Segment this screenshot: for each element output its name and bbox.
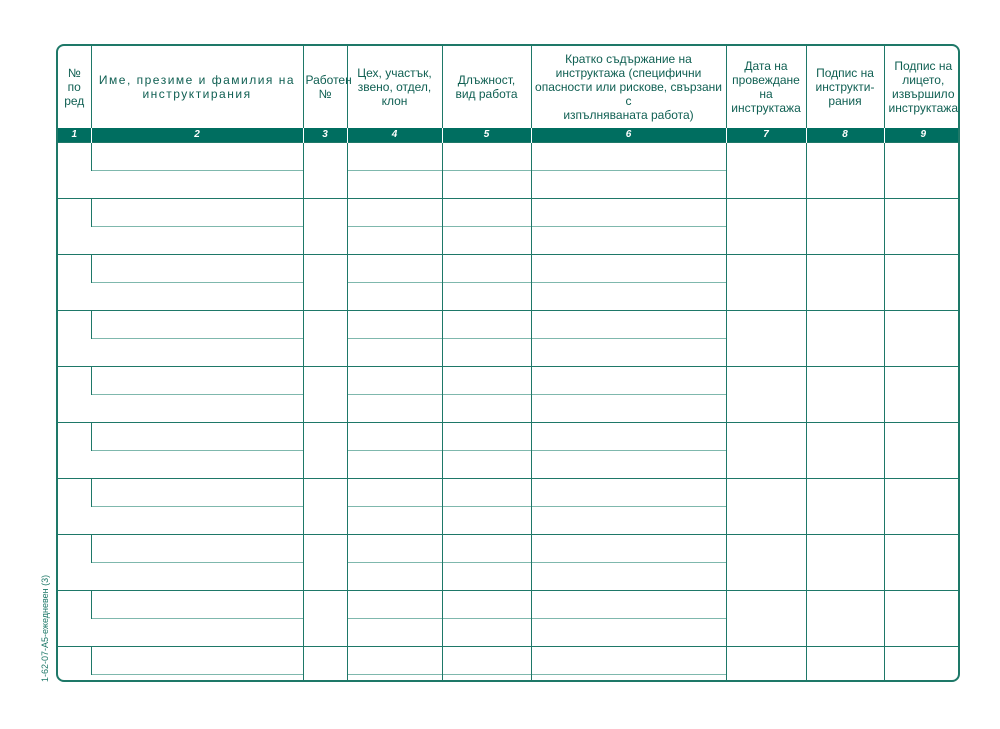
entry-field-col-2[interactable] [91, 535, 303, 563]
entry-field-col-9[interactable] [884, 143, 960, 199]
entry-field-col-2[interactable] [91, 143, 303, 171]
entry-field-col-7[interactable] [726, 423, 806, 479]
table-row [58, 591, 960, 619]
entry-field-col-5[interactable] [442, 647, 531, 675]
entry-field-col-5[interactable] [442, 311, 531, 339]
table-row [58, 199, 960, 227]
entry-field-col-6-line2[interactable] [531, 283, 726, 311]
entry-field-col-2-line2[interactable] [91, 339, 303, 367]
entry-field-col-1[interactable] [58, 199, 91, 255]
table-row [58, 647, 960, 675]
entry-field-col-6[interactable] [531, 311, 726, 339]
table-row [58, 367, 960, 395]
col-number-1: 1 [58, 128, 91, 143]
entry-field-col-2-line2[interactable] [91, 451, 303, 479]
entry-field-col-4[interactable] [347, 143, 442, 171]
entry-field-col-1[interactable] [58, 647, 91, 683]
entry-field-col-4[interactable] [347, 255, 442, 283]
entry-field-col-6-line2[interactable] [531, 451, 726, 479]
entry-field-col-7[interactable] [726, 255, 806, 311]
entry-field-col-3[interactable] [303, 647, 347, 683]
entry-field-col-7[interactable] [726, 647, 806, 683]
entry-field-col-9[interactable] [884, 311, 960, 367]
entry-field-col-1[interactable] [58, 311, 91, 367]
entry-field-col-5[interactable] [442, 143, 531, 171]
entry-field-col-8[interactable] [806, 311, 884, 367]
entry-field-col-9[interactable] [884, 423, 960, 479]
entry-field-col-3[interactable] [303, 423, 347, 479]
entry-field-col-2-line2[interactable] [91, 395, 303, 423]
column-number-row [58, 128, 960, 143]
entry-field-col-4-line2[interactable] [347, 339, 442, 367]
entry-field-col-2-line2[interactable] [91, 619, 303, 647]
col-header-6: Кратко съдържание на инструктажа (специфични опасности или рискове, свързани с изпълняваната работа) [531, 46, 726, 128]
entry-field-col-2[interactable] [91, 479, 303, 507]
entry-field-col-4-line2[interactable] [347, 675, 442, 683]
col-header-8: Подпис на инструкти- рания [806, 46, 884, 128]
col-number-7: 7 [726, 128, 806, 143]
entry-field-col-5[interactable] [442, 479, 531, 507]
entry-field-col-6-line2[interactable] [531, 619, 726, 647]
form-code [40, 575, 50, 682]
entry-field-col-1[interactable] [58, 479, 91, 535]
entry-field-col-7[interactable] [726, 367, 806, 423]
entry-field-col-6[interactable] [531, 255, 726, 283]
col-header-5: Длъжност, вид работа [442, 46, 531, 128]
entry-field-col-6[interactable] [531, 423, 726, 451]
entry-field-col-4[interactable] [347, 199, 442, 227]
table-row [58, 143, 960, 171]
entry-field-col-6[interactable] [531, 143, 726, 171]
col-header-1: № по ред [64, 66, 85, 108]
entry-field-col-6-line2[interactable] [531, 171, 726, 199]
entry-field-col-4[interactable] [347, 367, 442, 395]
col-number-8: 8 [806, 128, 884, 143]
entry-field-col-4-line2[interactable] [347, 227, 442, 255]
entry-field-col-4[interactable] [347, 535, 442, 563]
entry-field-col-9[interactable] [884, 199, 960, 255]
entry-field-col-2[interactable] [91, 367, 303, 395]
entry-field-col-5[interactable] [442, 535, 531, 563]
entry-field-col-6[interactable] [531, 535, 726, 563]
entry-field-col-4[interactable] [347, 647, 442, 675]
entry-field-col-6-line2[interactable] [531, 563, 726, 591]
entry-field-col-1[interactable] [58, 143, 91, 199]
entry-field-col-6[interactable] [531, 367, 726, 395]
entry-field-col-2-line2[interactable] [91, 507, 303, 535]
entry-field-col-2[interactable] [91, 647, 303, 675]
entry-field-col-5-line2[interactable] [442, 451, 531, 479]
entry-field-col-4[interactable] [347, 311, 442, 339]
entry-field-col-9[interactable] [884, 535, 960, 591]
entry-field-col-7[interactable] [726, 591, 806, 647]
entry-field-col-2-line2[interactable] [91, 283, 303, 311]
entry-field-col-4-line2[interactable] [347, 451, 442, 479]
entry-field-col-6[interactable] [531, 479, 726, 507]
entry-field-col-6[interactable] [531, 591, 726, 619]
log-body [58, 143, 960, 683]
entry-field-col-2-line2[interactable] [91, 563, 303, 591]
entry-field-col-8[interactable] [806, 367, 884, 423]
entry-field-col-2[interactable] [91, 255, 303, 283]
entry-field-col-1[interactable] [58, 423, 91, 479]
entry-field-col-5-line2[interactable] [442, 675, 531, 683]
entry-field-col-1[interactable] [58, 367, 91, 423]
entry-field-col-7[interactable] [726, 479, 806, 535]
entry-field-col-3[interactable] [303, 591, 347, 647]
table-row [58, 255, 960, 283]
entry-field-col-5-line2[interactable] [442, 563, 531, 591]
entry-field-col-1[interactable] [58, 591, 91, 647]
table-row [58, 423, 960, 451]
entry-field-col-7[interactable] [726, 311, 806, 367]
entry-field-col-7[interactable] [726, 143, 806, 199]
entry-field-col-4-line2[interactable] [347, 283, 442, 311]
entry-field-col-5[interactable] [442, 423, 531, 451]
entry-field-col-7[interactable] [726, 535, 806, 591]
entry-field-col-3[interactable] [303, 143, 347, 199]
entry-field-col-3[interactable] [303, 311, 347, 367]
entry-field-col-4-line2[interactable] [347, 563, 442, 591]
entry-field-col-5-line2[interactable] [442, 171, 531, 199]
entry-field-col-2[interactable] [91, 311, 303, 339]
entry-field-col-4-line2[interactable] [347, 619, 442, 647]
entry-field-col-4[interactable] [347, 591, 442, 619]
entry-field-col-5-line2[interactable] [442, 507, 531, 535]
entry-field-col-3[interactable] [303, 479, 347, 535]
entry-field-col-9[interactable] [884, 255, 960, 311]
entry-field-col-9[interactable] [884, 367, 960, 423]
entry-field-col-3[interactable] [303, 367, 347, 423]
entry-field-col-2-line2[interactable] [91, 227, 303, 255]
form-code-suffix: (3) [40, 574, 50, 586]
entry-field-col-5-line2[interactable] [442, 227, 531, 255]
entry-field-col-8[interactable] [806, 591, 884, 647]
entry-field-col-9[interactable] [884, 591, 960, 647]
table-row [58, 311, 960, 339]
col-header-2: Име, презиме и фамилия на инструктирания [91, 46, 303, 128]
entry-field-col-4[interactable] [347, 423, 442, 451]
col-number-2: 2 [91, 128, 303, 143]
col-number-3: 3 [303, 128, 347, 143]
entry-field-col-6-line2[interactable] [531, 507, 726, 535]
entry-field-col-8[interactable] [806, 255, 884, 311]
entry-field-col-3[interactable] [303, 199, 347, 255]
log-table [58, 46, 960, 682]
entry-field-col-1[interactable] [58, 255, 91, 311]
entry-field-col-8[interactable] [806, 535, 884, 591]
entry-field-col-5-line2[interactable] [442, 283, 531, 311]
entry-field-col-8[interactable] [806, 647, 884, 683]
col-header-9: Подпис на лицето, извършило инструктажа [884, 46, 960, 128]
entry-field-col-2[interactable] [91, 423, 303, 451]
col-number-5: 5 [442, 128, 531, 143]
entry-field-col-6-line2[interactable] [531, 227, 726, 255]
entry-field-col-4[interactable] [347, 479, 442, 507]
entry-field-col-5[interactable] [442, 199, 531, 227]
entry-field-col-6-line2[interactable] [531, 339, 726, 367]
entry-field-col-8[interactable] [806, 479, 884, 535]
entry-field-col-8[interactable] [806, 199, 884, 255]
entry-field-col-8[interactable] [806, 143, 884, 199]
header-row [58, 46, 960, 128]
entry-field-col-9[interactable] [884, 479, 960, 535]
entry-field-col-9[interactable] [884, 647, 960, 683]
entry-field-col-5[interactable] [442, 591, 531, 619]
entry-field-col-6-line2[interactable] [531, 675, 726, 683]
entry-field-col-6[interactable] [531, 199, 726, 227]
entry-field-col-8[interactable] [806, 423, 884, 479]
col-number-6: 6 [531, 128, 726, 143]
table-row [58, 535, 960, 563]
entry-field-col-3[interactable] [303, 535, 347, 591]
instruction-log-form [56, 44, 960, 682]
entry-field-col-5[interactable] [442, 255, 531, 283]
entry-field-col-5[interactable] [442, 367, 531, 395]
col-header-3: Работен № [303, 46, 347, 128]
col-number-9: 9 [884, 128, 960, 143]
col-header-4: Цех, участък, звено, отдел, клон [347, 46, 442, 128]
entry-field-col-4-line2[interactable] [347, 395, 442, 423]
entry-field-col-2[interactable] [91, 199, 303, 227]
entry-field-col-5-line2[interactable] [442, 395, 531, 423]
entry-field-col-5-line2[interactable] [442, 339, 531, 367]
form-code-text: 1-62-07-А5-ежедневен [40, 588, 50, 682]
entry-field-col-2[interactable] [91, 591, 303, 619]
entry-field-col-2-line2[interactable] [91, 675, 303, 683]
entry-field-col-1[interactable] [58, 535, 91, 591]
col-number-4: 4 [347, 128, 442, 143]
table-row [58, 479, 960, 507]
entry-field-col-6[interactable] [531, 647, 726, 675]
entry-field-col-3[interactable] [303, 255, 347, 311]
entry-field-col-2-line2[interactable] [91, 171, 303, 199]
entry-field-col-5-line2[interactable] [442, 619, 531, 647]
entry-field-col-6-line2[interactable] [531, 395, 726, 423]
entry-field-col-4-line2[interactable] [347, 171, 442, 199]
col-header-7: Дата на провеждане на инструктажа [726, 46, 806, 128]
entry-field-col-7[interactable] [726, 199, 806, 255]
entry-field-col-4-line2[interactable] [347, 507, 442, 535]
